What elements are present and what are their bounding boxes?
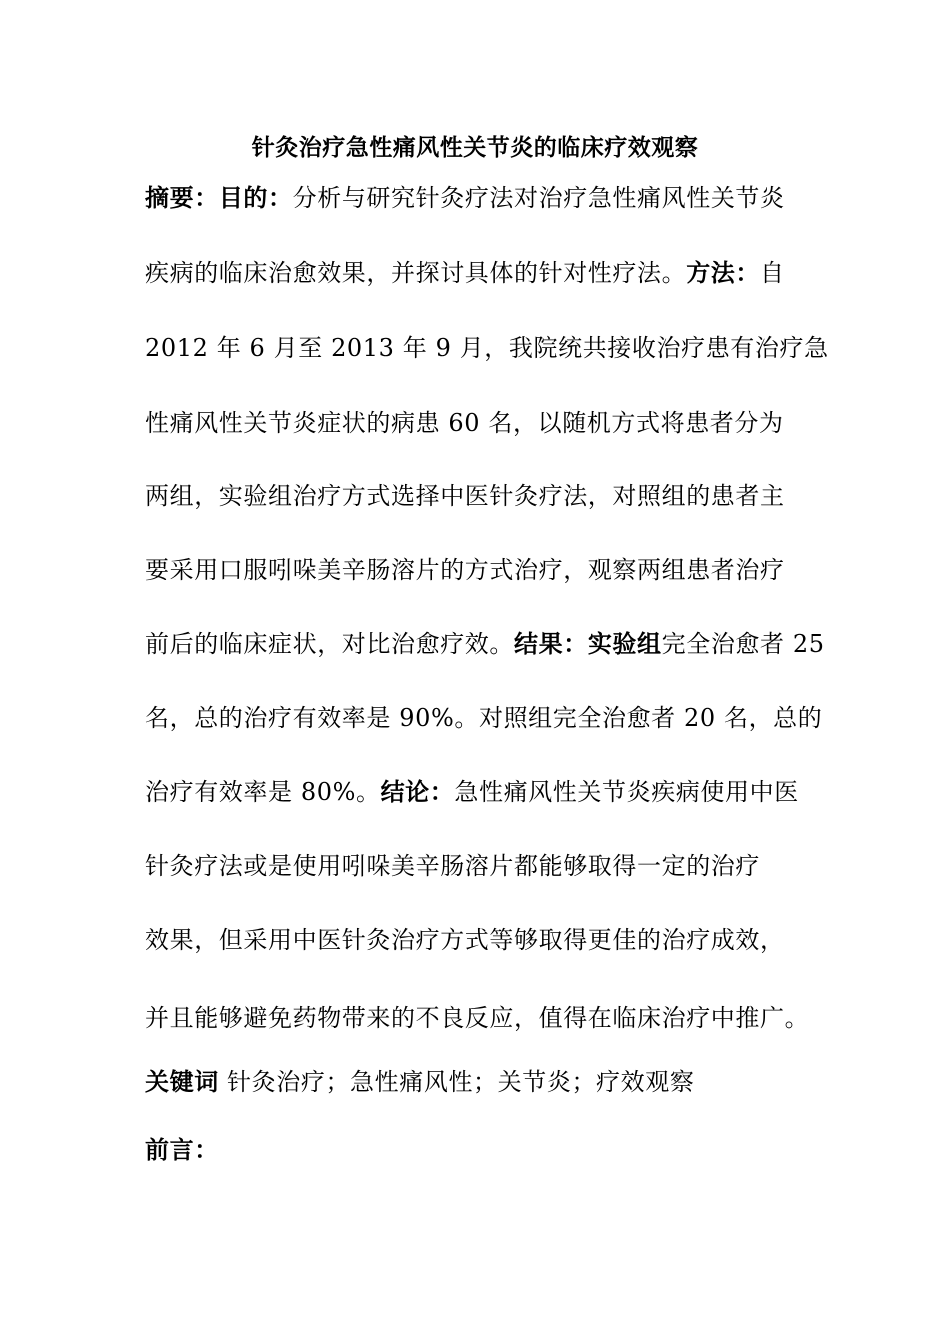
abstract-heading-segment: 方法： [686, 258, 761, 287]
document-title: 针灸治疗急性痛风性关节炎的临床疗效观察 [251, 134, 699, 161]
keywords-line [145, 1067, 825, 1097]
abstract-line [145, 183, 825, 213]
abstract-line [145, 851, 825, 881]
abstract-text-segment: 前后的临床症状，对比治愈疗效。 [145, 630, 514, 658]
abstract-text-segment: 治疗有效率是 80%。 [145, 778, 381, 806]
abstract-text-segment: 疾病的临床治愈效果，并探讨具体的针对性疗法。 [145, 259, 687, 287]
abstract-text-segment: 针灸疗法或是使用吲哚美辛肠溶片都能够取得一定的治疗 [145, 852, 760, 880]
abstract-line [145, 777, 825, 807]
abstract-text-segment: 性痛风性关节炎症状的病患 60 名，以随机方式将患者分为 [145, 409, 784, 437]
abstract-line [145, 555, 825, 585]
abstract-heading-segment: 结果： [514, 629, 588, 658]
abstract-text-segment: 并且能够避免药物带来的不良反应，值得在临床治疗中推广。 [145, 1004, 810, 1032]
abstract-line [145, 408, 825, 438]
abstract-heading-segment: 结论： [380, 777, 455, 806]
abstract-line [145, 703, 825, 733]
abstract-text-segment: 自 [760, 259, 785, 287]
abstract-text-segment: 两组，实验组治疗方式选择中医针灸疗法，对照组的患者主 [145, 482, 785, 510]
abstract-text-segment: 分析与研究针灸疗法对治疗急性痛风性关节炎 [292, 184, 785, 212]
preface-heading: 前言： [145, 1135, 219, 1164]
abstract-line [145, 629, 825, 659]
abstract-text-segment: 完全治愈者 25 [661, 630, 825, 658]
abstract-line [145, 925, 825, 955]
abstract-heading-segment: 目的： [218, 183, 293, 212]
abstract-text-segment: 名，总的治疗有效率是 90%。对照组完全治愈者 20 名，总的 [145, 704, 823, 732]
keywords-label: 关键词 [145, 1067, 219, 1096]
abstract-line [145, 333, 829, 363]
keywords-value: 针灸治疗；急性痛风性；关节炎；疗效观察 [218, 1068, 695, 1096]
abstract-heading-segment: 实验组 [587, 629, 662, 658]
abstract-heading-segment: 摘要： [145, 183, 219, 212]
abstract-text-segment: 急性痛风性关节炎疾病使用中医 [454, 778, 799, 806]
abstract-line [145, 258, 825, 288]
abstract-line [145, 1003, 825, 1033]
abstract-line [145, 481, 825, 511]
abstract-text-segment: 要采用口服吲哚美辛肠溶片的方式治疗，观察两组患者治疗 [145, 556, 785, 584]
abstract-text-segment: 2012 年 6 月至 2013 年 9 月，我院统共接收治疗患有治疗急 [145, 334, 829, 362]
abstract-text-segment: 效果，但采用中医针灸治疗方式等够取得更佳的治疗成效， [145, 926, 785, 954]
